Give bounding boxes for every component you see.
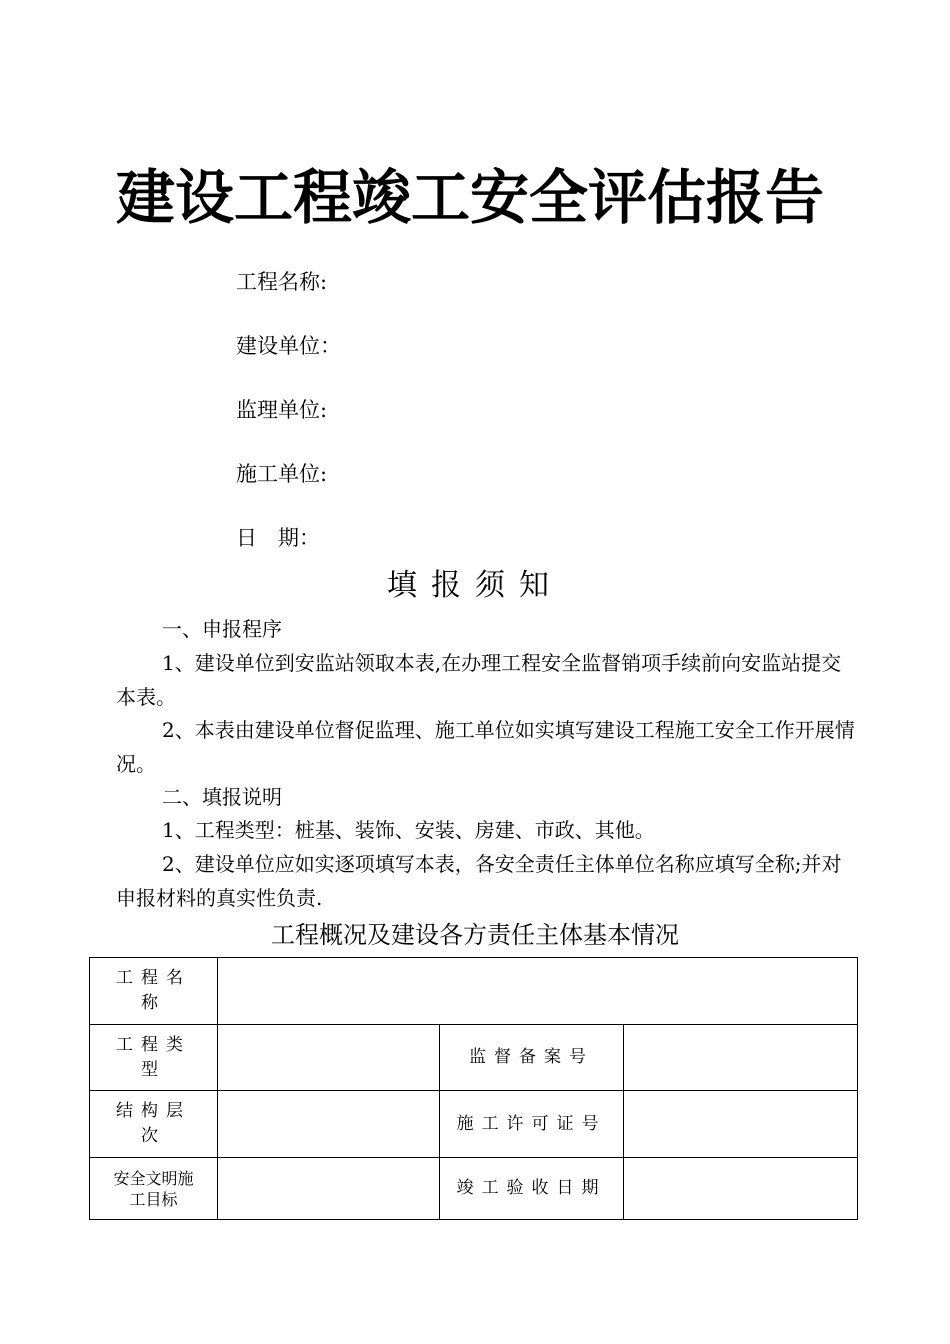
table-row (90, 958, 858, 1025)
project-name-field: 工程名称: (236, 270, 328, 294)
section1-heading: 一、申报程序 (162, 617, 282, 641)
label-structure-levels: 结构层次 (90, 1091, 218, 1158)
label-project-name: 工程名称 (90, 958, 218, 1025)
table-row (90, 1091, 858, 1158)
section1-item1: 1、建设单位到安监站领取本表,在办理工程安全监督销项手续前向安监站提交本表。 (116, 651, 842, 709)
value-construction-permit-no[interactable] (624, 1091, 858, 1158)
label-construction-permit-no: 施工许可证号 (440, 1091, 624, 1158)
section2-heading: 二、填报说明 (162, 785, 282, 809)
value-safety-goal[interactable] (218, 1158, 440, 1220)
value-project-name[interactable] (218, 958, 858, 1025)
value-structure-levels[interactable] (218, 1091, 440, 1158)
section2-item1: 1、工程类型：桩基、装饰、安装、房建、市政、其他。 (162, 818, 655, 842)
project-info-table (89, 957, 858, 1220)
label-supervision-record-no: 监督备案号 (440, 1025, 624, 1091)
table-title: 工程概况及建设各方责任主体基本情况 (271, 921, 679, 949)
section2-item2: 2、建设单位应如实逐项填写本表，各安全责任主体单位名称应填写全称;并对申报材料的真实性负责. (116, 852, 842, 910)
label-completion-date: 竣工验收日期 (440, 1158, 624, 1220)
section1-item2: 2、本表由建设单位督促监理、施工单位如实填写建设工程施工安全工作开展情况。 (116, 718, 855, 776)
contractor-unit-field: 施工单位: (236, 462, 328, 486)
notice-title: 填报须知 (387, 568, 563, 603)
supervision-unit-field: 监理单位: (236, 398, 328, 422)
value-completion-date[interactable] (624, 1158, 858, 1220)
table-row (90, 1158, 858, 1220)
report-title: 建设工程竣工安全评估报告 (116, 163, 825, 232)
construction-unit-field: 建设单位： (236, 334, 341, 358)
label-safety-goal: 安全文明施工目标 (90, 1158, 218, 1220)
value-project-type[interactable] (218, 1025, 440, 1091)
label-project-type: 工程类型 (90, 1025, 218, 1091)
table-row (90, 1025, 858, 1091)
value-supervision-record-no[interactable] (624, 1025, 858, 1091)
date-field: 日 期： (236, 526, 320, 550)
